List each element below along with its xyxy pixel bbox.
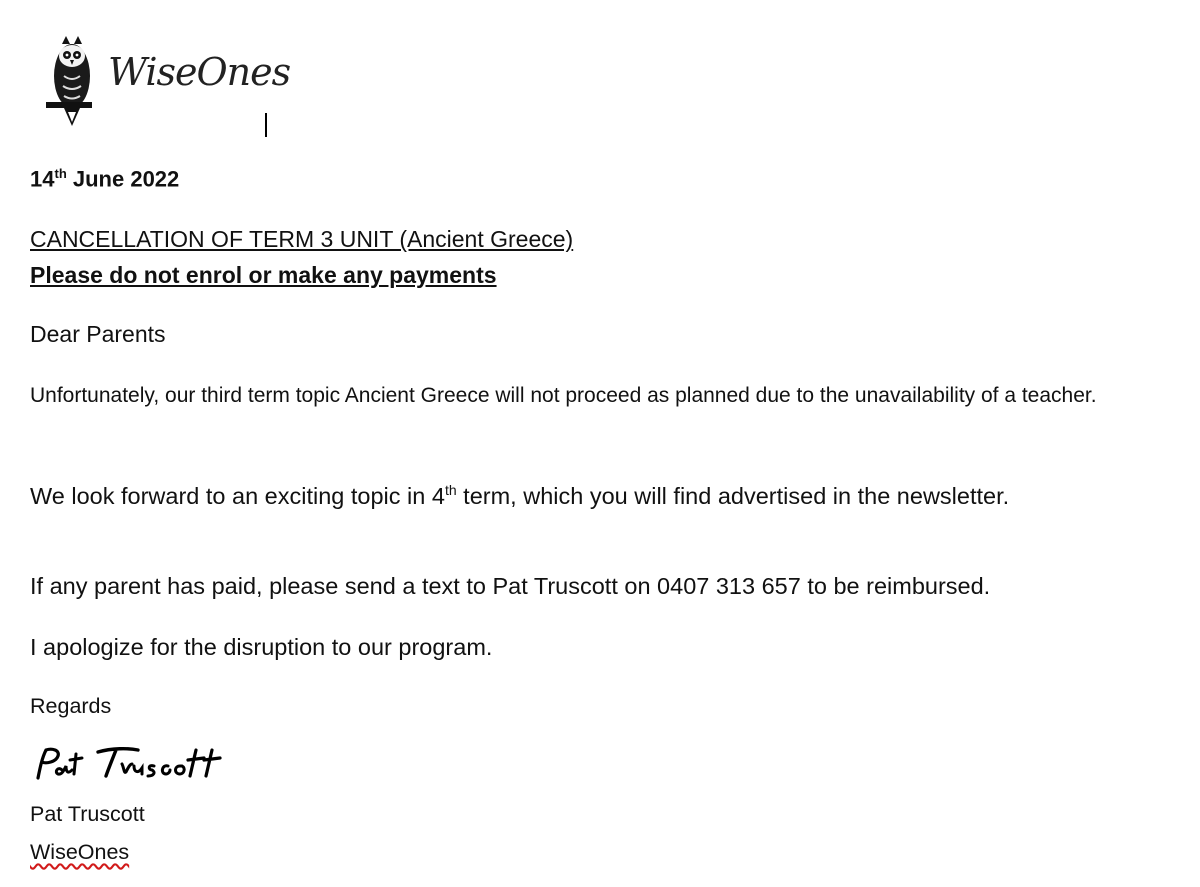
paragraph-reimbursement: If any parent has paid, please send a text to Pat Truscott on 0407 313 657 to be reimbursed. [30, 573, 991, 599]
paragraph-cancellation: Unfortunately, our third term topic Ancient Greece will not proceed as planned due to the unavailability of a teacher. [30, 384, 1097, 407]
date-suffix: th [54, 166, 67, 181]
paragraph-apology: I apologize for the disruption to our program. [30, 634, 493, 660]
letter-date [30, 166, 179, 192]
paragraph2-before: We look forward to an exciting topic in 4 [30, 482, 445, 509]
letter-greeting: Dear Parents [30, 321, 166, 347]
letterhead-logo [44, 36, 291, 136]
handwritten-signature [32, 744, 222, 784]
signer-name: Pat Truscott [30, 802, 145, 826]
paragraph2-after: term, which you will find advertised in the newsletter. [456, 482, 1010, 509]
text-cursor [265, 113, 267, 137]
letter-closing: Regards [30, 694, 112, 718]
logo-text: WiseOnes [108, 50, 291, 94]
date-day: 14 [30, 166, 55, 192]
letter-subheading: Please do not enrol or make any payments [30, 262, 497, 288]
owl-icon [44, 36, 100, 132]
signer-organization: WiseOnes [30, 840, 130, 864]
letter-heading: CANCELLATION OF TERM 3 UNIT (Ancient Greece) [30, 226, 574, 252]
paragraph2-suffix: th [444, 482, 457, 498]
date-rest: June 2022 [66, 166, 180, 192]
paragraph-next-term [30, 470, 1150, 517]
